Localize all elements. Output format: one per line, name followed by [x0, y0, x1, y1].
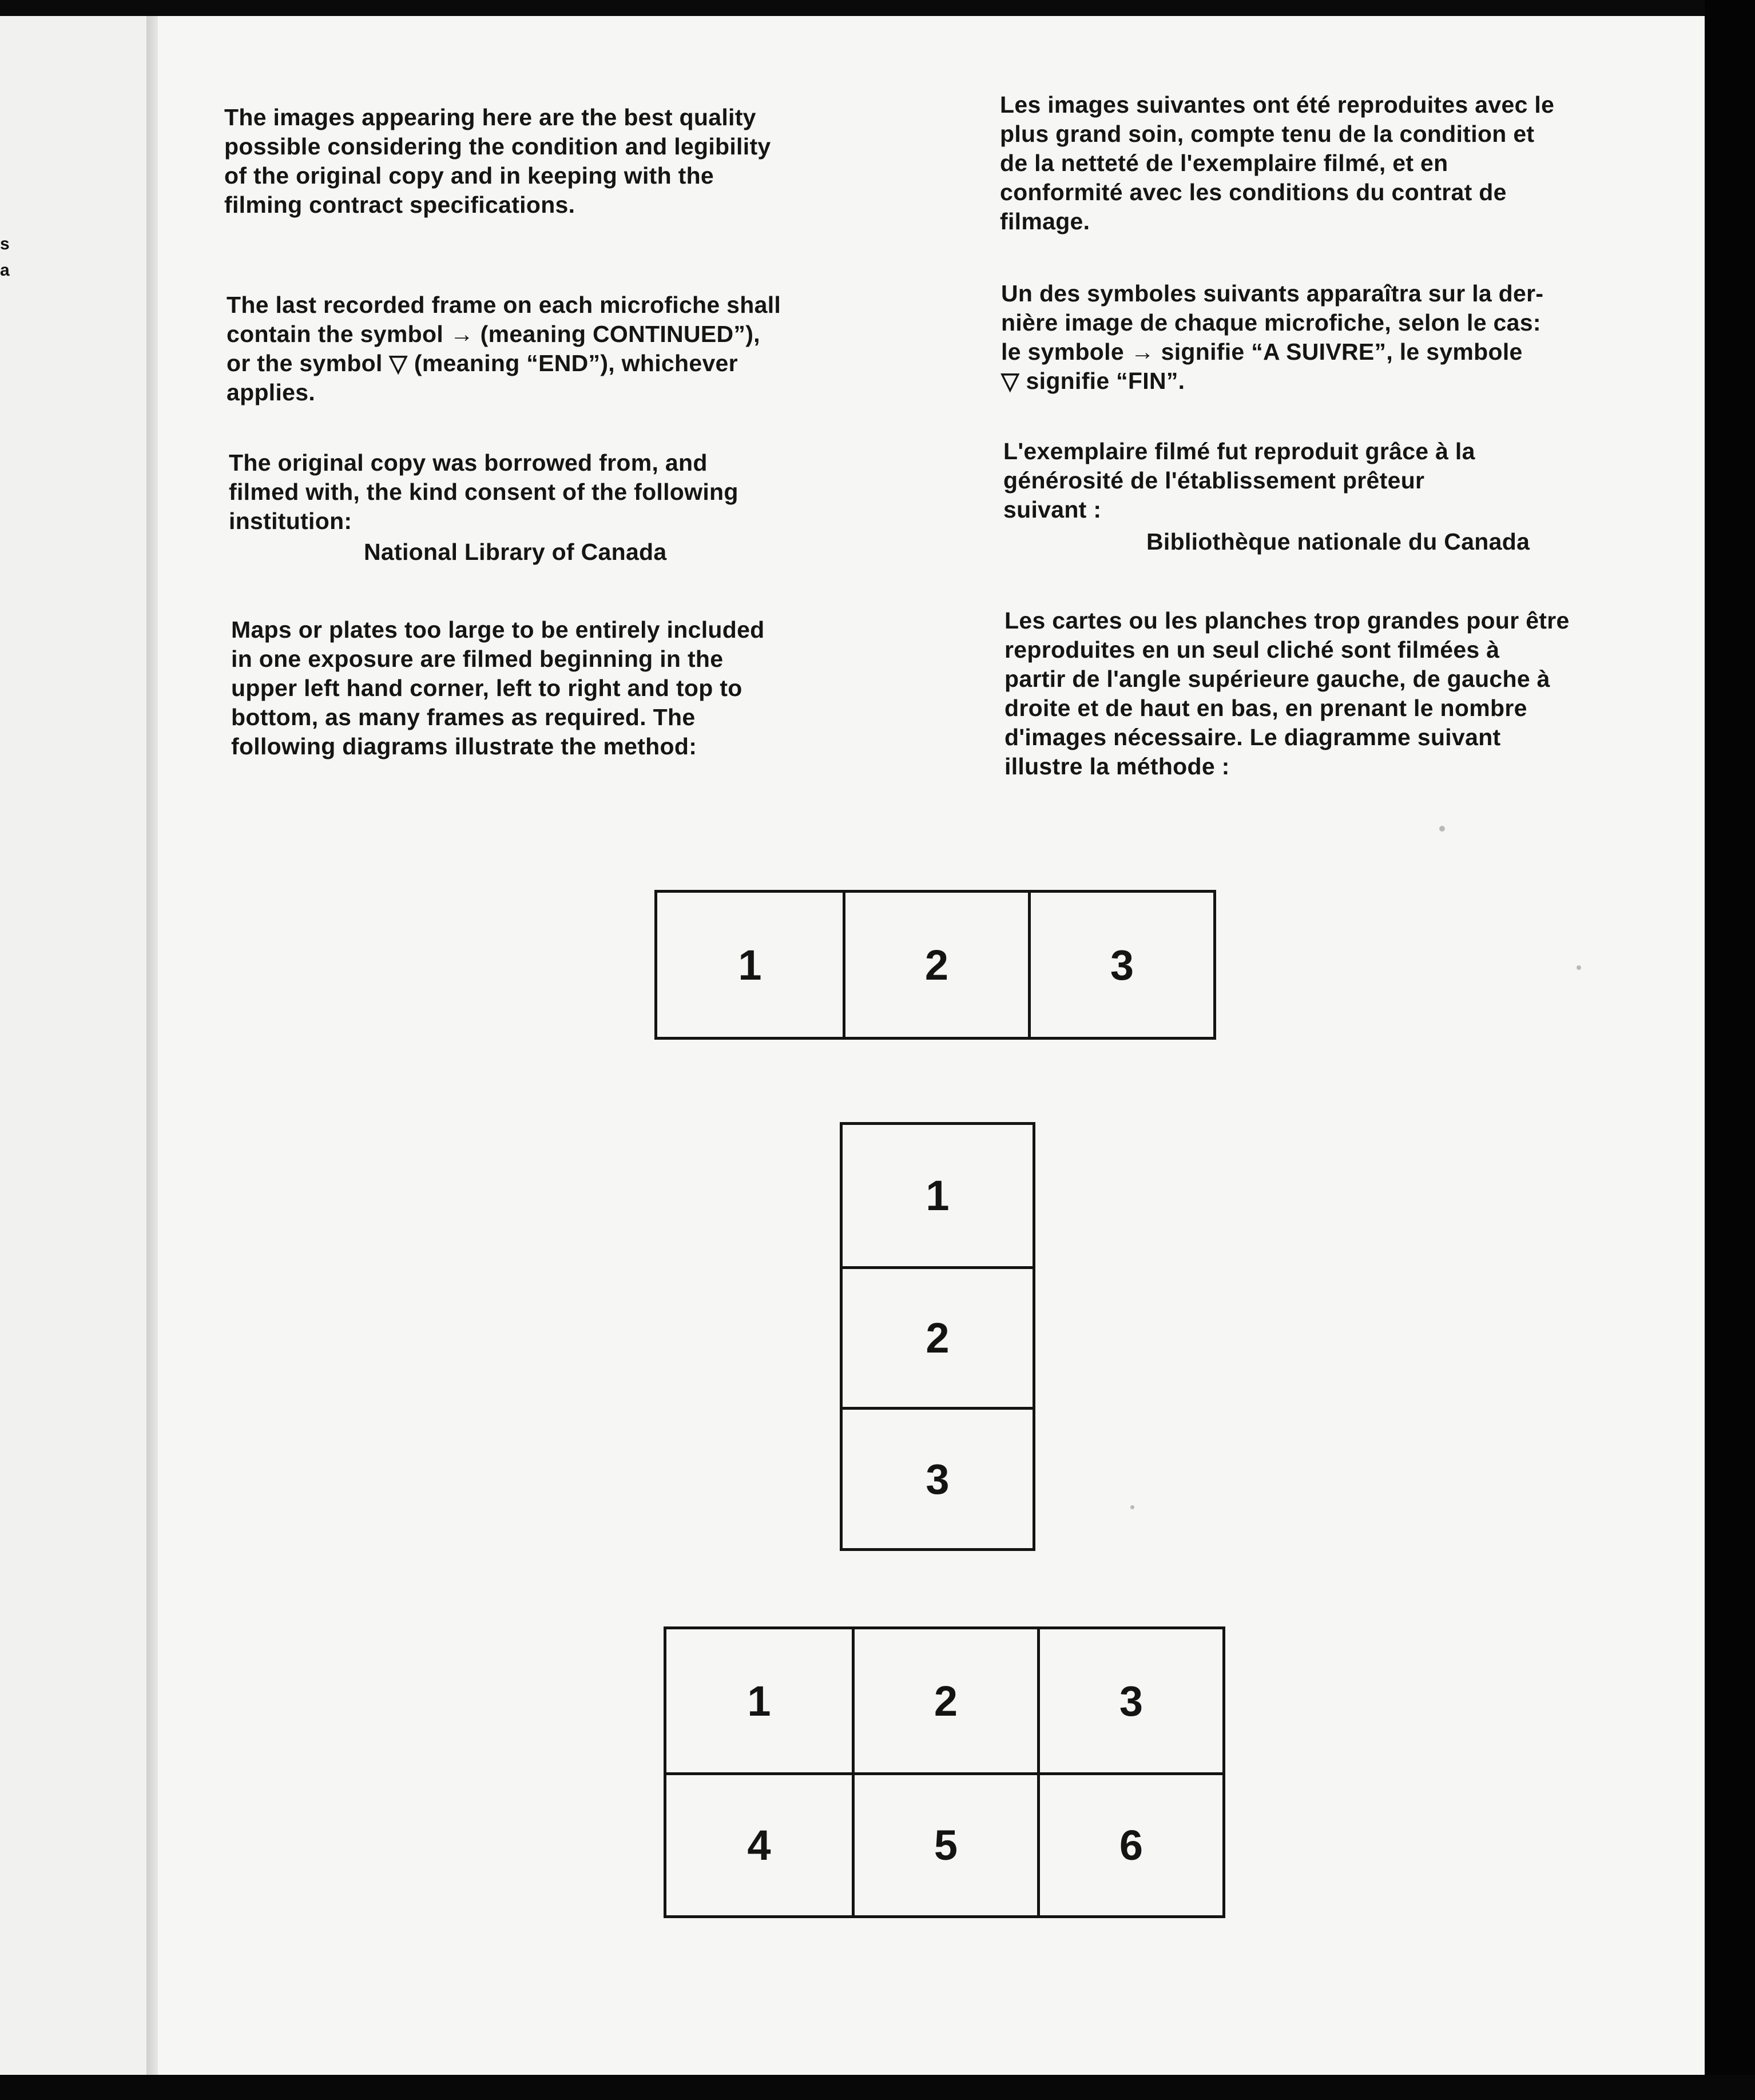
film-border-bottom: [0, 2075, 1755, 2100]
page-gutter: [146, 16, 158, 2075]
frame-cell: 3: [843, 1407, 1033, 1548]
left-page-edge-letter: a: [0, 261, 10, 280]
french-paragraph-source: L'exemplaire filmé fut reproduit grâce à la générosité de l'établissement prêteur suivant :: [1003, 438, 1475, 523]
english-paragraph-symbols: The last recorded frame on each microfiche shall contain the symbol → (meaning CONTINUED”), or the symbol ▽ (meaning “END”), whichever applies.: [227, 292, 781, 405]
dust-speck: [1130, 1505, 1134, 1509]
english-paragraph-method: Maps or plates too large to be entirely included in one exposure are filmed beginning in the upper left hand corner, left to right and top to bottom, as many frames as required. The following diagrams illustrate the method:: [231, 617, 765, 759]
frame-cell: 1: [926, 1171, 950, 1219]
left-page-fragment: [0, 16, 146, 2075]
french-paragraph-quality: Les images suivantes ont été reproduites avec le plus grand soin, compte tenu de la condition et de la netteté de l'exemplaire filmé, et en conformité avec les conditions du contrat de filmage.: [1000, 92, 1555, 234]
diagram-horizontal-frames: [654, 890, 1216, 1040]
diagram-vertical-frames: [840, 1122, 1035, 1551]
dust-speck: [1439, 826, 1445, 832]
frame-cell: 4: [666, 1772, 852, 1915]
dust-speck: [1577, 965, 1581, 970]
frame-cell: 2: [852, 1629, 1037, 1772]
film-border-top: [0, 0, 1755, 16]
english-paragraph-quality: The images appearing here are the best quality possible considering the condition and legibility of the original copy and in keeping with the filming contract specifications.: [224, 104, 771, 218]
english-paragraph-source: The original copy was borrowed from, and filmed with, the kind consent of the following institution:: [229, 450, 738, 534]
left-page-edge-letter: s: [0, 234, 10, 253]
frame-cell: 1: [738, 941, 762, 989]
frame-cell: 6: [1037, 1772, 1222, 1915]
french-paragraph-method: Les cartes ou les planches trop grandes pour être reproduites en un seul cliché sont filmées à partir de l'angle supérieure gauche, de gauche à droite et de haut en bas, en prenant le nombre d'images nécessaire. Le diagramme suivant illustre la méthode :: [1004, 607, 1570, 779]
french-paragraph-symbols: Un des symboles suivants apparaîtra sur la der- nière image de chaque microfiche, selon le cas: le symbole → signifie “A SUIVRE”, le symbole ▽ signifie “FIN”.: [1001, 280, 1544, 394]
frame-cell: 5: [852, 1772, 1037, 1915]
frame-cell: 3: [1037, 1629, 1222, 1772]
diagram-grid-frames: [664, 1626, 1225, 1918]
frame-cell: 3: [1028, 893, 1213, 1037]
film-border-right: [1705, 0, 1755, 2100]
french-institution-name: Bibliothèque nationale du Canada: [1146, 528, 1530, 555]
frame-cell: 2: [843, 893, 1028, 1037]
english-institution-name: National Library of Canada: [364, 539, 667, 565]
frame-cell: 2: [843, 1266, 1033, 1407]
frame-cell: 1: [747, 1677, 771, 1725]
